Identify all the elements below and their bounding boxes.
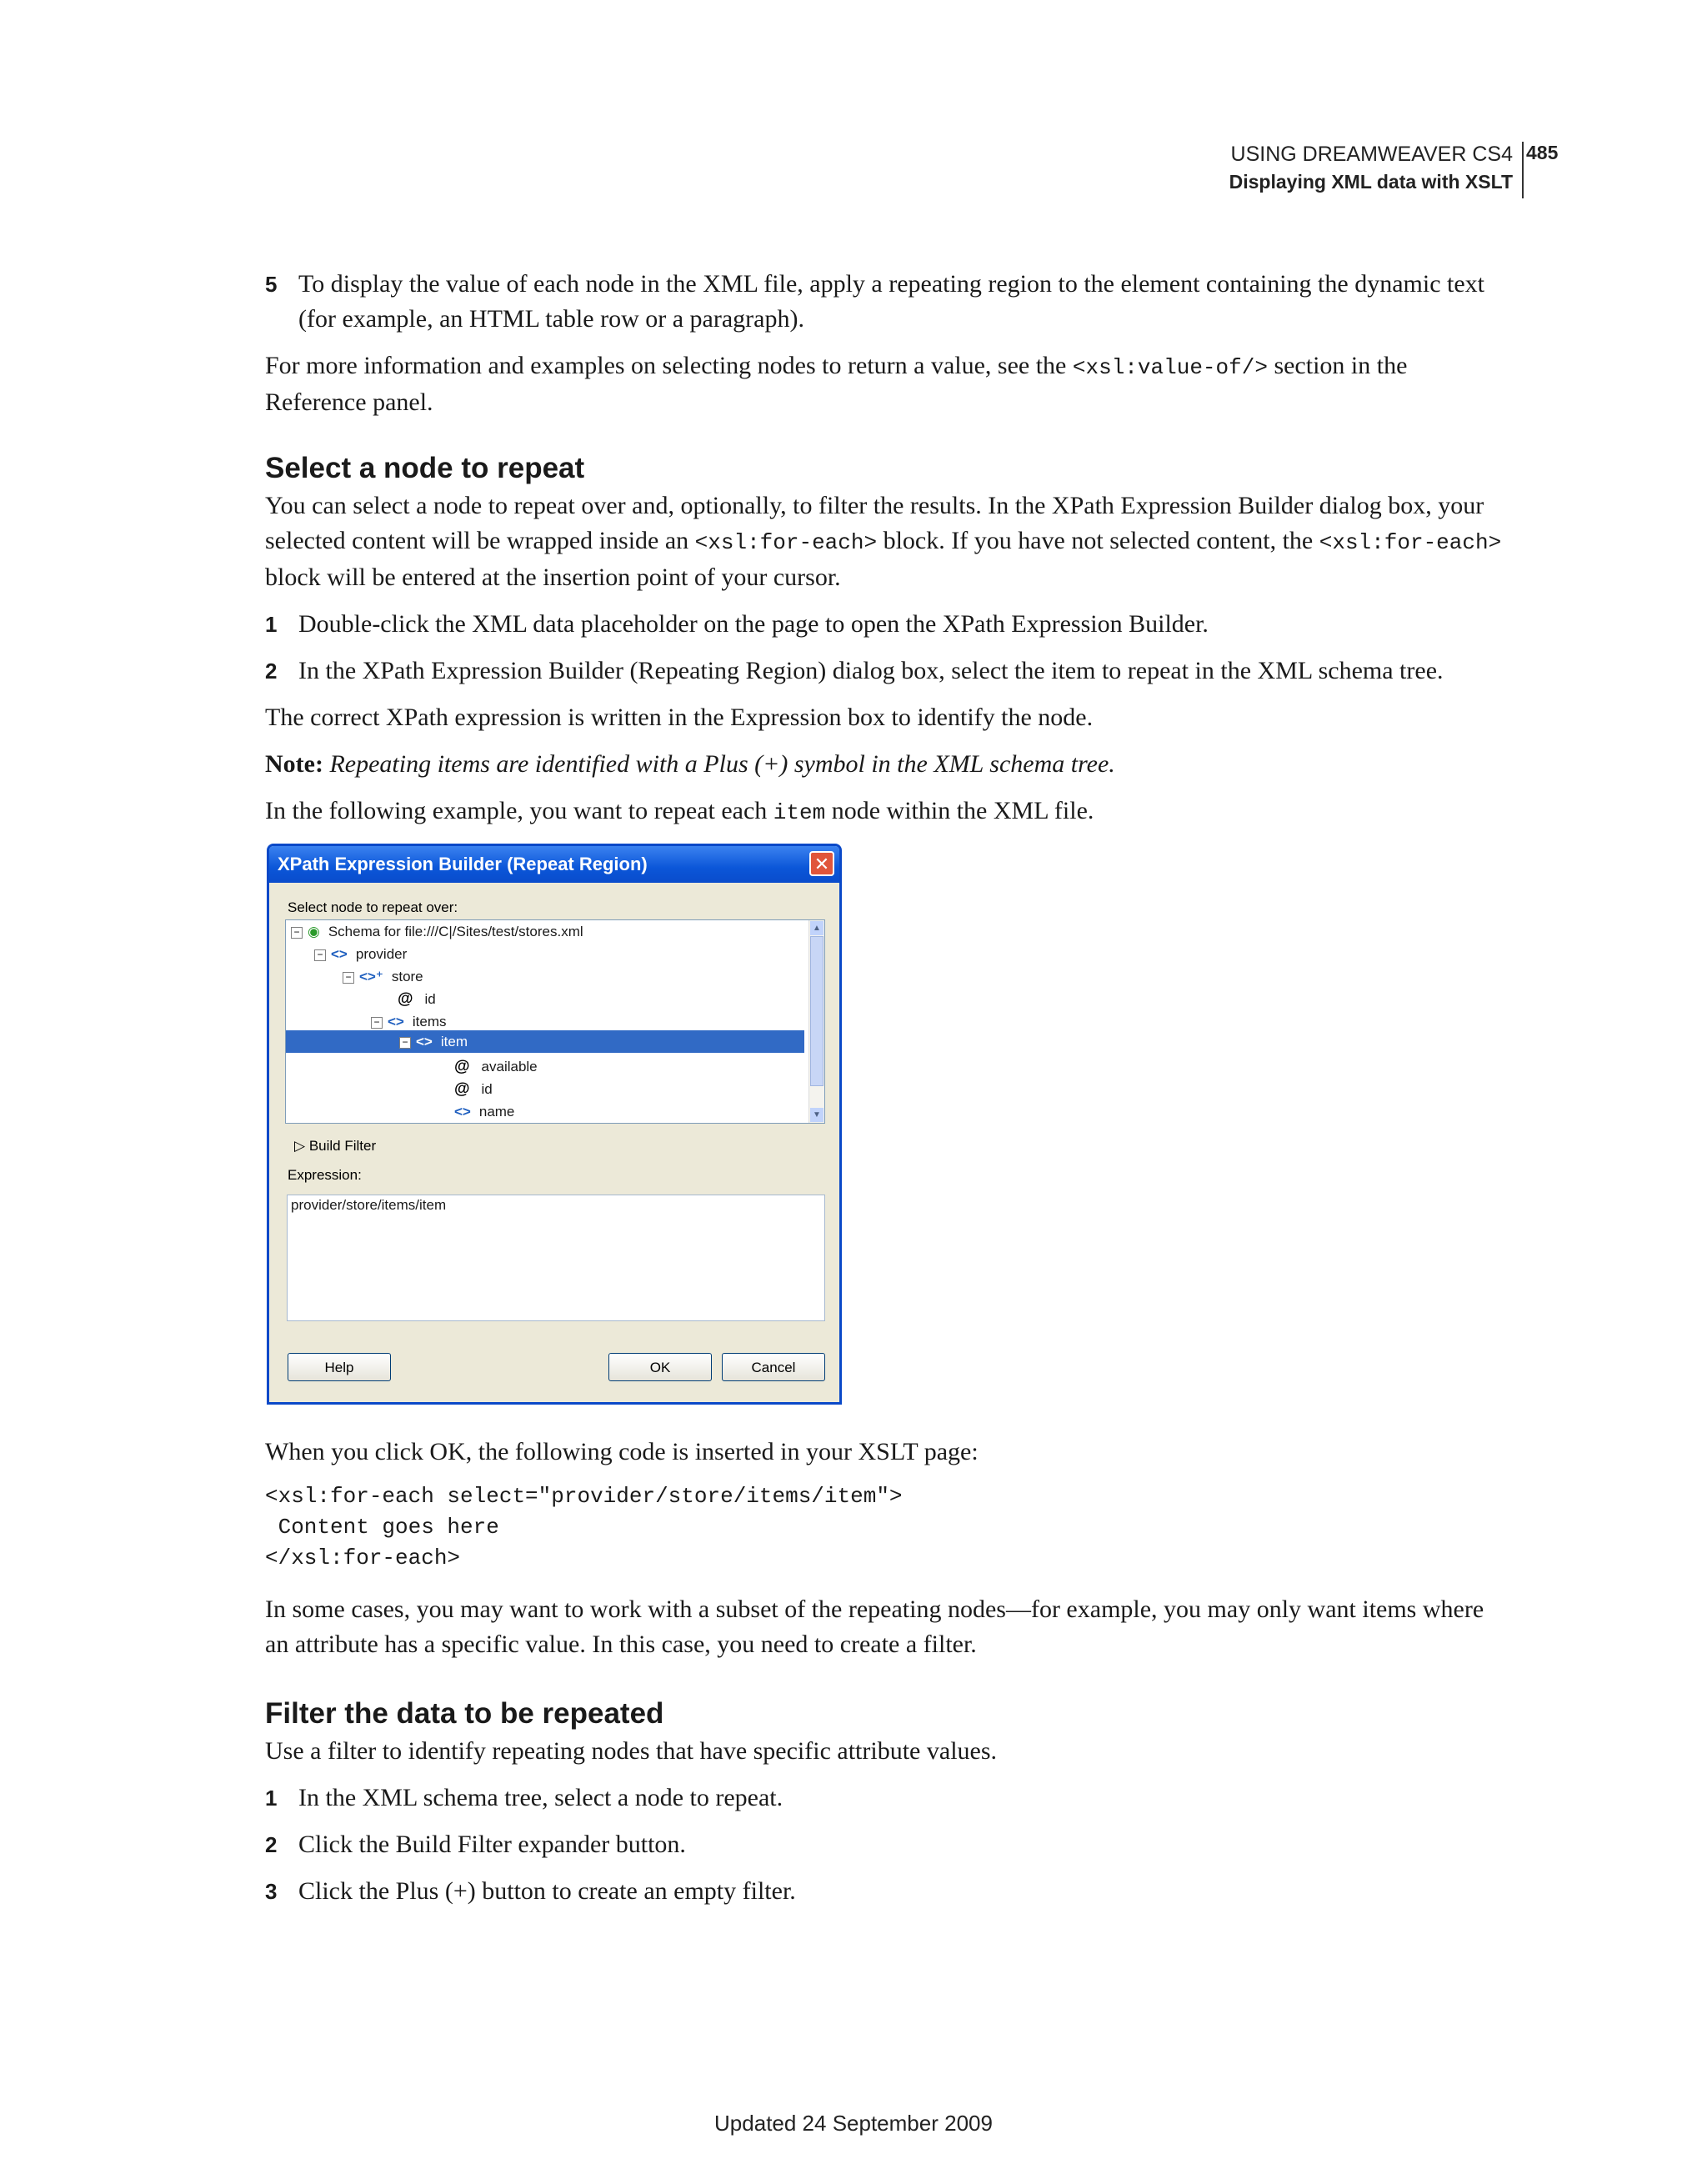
inline-code: item <box>773 800 826 825</box>
text: You can select a node to repeat over and, optionally, to filter the results. In the XPath Expression Builder dialog box, your selected content will be wrapped inside an <box>265 492 1484 554</box>
running-header <box>1229 140 1513 196</box>
text: block. If you have not selected content, the <box>877 527 1319 554</box>
filter-step-2 <box>265 1827 1507 1862</box>
tree-node-store-id[interactable] <box>398 988 436 1010</box>
tree-node-available[interactable] <box>454 1055 538 1078</box>
attribute-icon: @ <box>454 1058 470 1075</box>
tree-node-item-id[interactable] <box>454 1078 493 1100</box>
tree-node-name[interactable] <box>454 1100 514 1123</box>
code-line: <xsl:for-each select="provider/store/items/item"> <box>265 1484 903 1509</box>
page-content <box>265 267 1507 1921</box>
tree-scrollbar[interactable] <box>808 920 824 1123</box>
header-subtitle: Displaying XML data with XSLT <box>1229 171 1513 193</box>
inline-code: <xsl:for-each> <box>1319 530 1502 555</box>
dialog-titlebar: XPath Expression Builder (Repeat Region) <box>269 846 839 883</box>
tree-node-label: id <box>424 991 436 1007</box>
xpath-dialog <box>267 844 842 1405</box>
inline-code: <xsl:for-each> <box>694 530 878 555</box>
element-icon: <> <box>331 946 348 962</box>
note-text: Repeating items are identified with a Plus (+) symbol in the XML schema tree. <box>323 750 1115 778</box>
cancel-button[interactable]: Cancel <box>722 1353 825 1381</box>
help-button[interactable]: Help <box>288 1353 391 1381</box>
tree-node-label: provider <box>355 946 408 962</box>
paragraph-expression: The correct XPath expression is written in the Expression box to identify the node. <box>265 704 1094 731</box>
step-text: In the XPath Expression Builder (Repeating Region) dialog box, select the item to repeat in the XML schema tree. <box>298 657 1444 684</box>
tree-node-provider[interactable] <box>314 943 407 965</box>
expression-value: provider/store/items/item <box>291 1197 447 1213</box>
collapse-icon[interactable]: − <box>399 1037 411 1049</box>
paragraph-after-dialog: When you click OK, the following code is inserted in your XSLT page: <box>265 1438 979 1465</box>
text: For more information and examples on selecting nodes to return a value, see the <box>265 352 1073 379</box>
close-icon[interactable]: ✕ <box>809 851 834 876</box>
step-number: 1 <box>265 612 278 637</box>
paragraph-subset: In some cases, you may want to work with a subset of the repeating nodes—for example, you may only want items where an attribute has a specific value. In this case, you need to create a filter. <box>265 1595 1484 1658</box>
text: In the following example, you want to repeat each <box>265 797 773 824</box>
tree-node-label: available <box>481 1059 538 1074</box>
header-title: USING DREAMWEAVER CS4 <box>1230 143 1513 166</box>
text: section in the Reference panel. <box>265 352 1408 416</box>
ok-button[interactable]: OK <box>608 1353 712 1381</box>
repeating-element-icon: <> <box>416 1034 433 1049</box>
tree-label: Select node to repeat over: <box>288 899 458 915</box>
section-heading-select-node: Select a node to repeat <box>265 452 585 484</box>
step-5 <box>265 267 1507 337</box>
attribute-icon: @ <box>454 1080 470 1098</box>
tree-node-store[interactable] <box>343 965 423 988</box>
attribute-icon: @ <box>398 990 413 1008</box>
repeating-element-icon: <>⁺ <box>359 969 383 984</box>
tree-node-schema[interactable] <box>291 920 583 943</box>
collapse-icon[interactable]: − <box>314 949 326 961</box>
step-text: Click the Build Filter expander button. <box>298 1831 686 1858</box>
collapse-icon[interactable]: − <box>371 1017 383 1029</box>
text: node within the XML file. <box>825 797 1094 824</box>
step-number: 5 <box>265 272 278 297</box>
inline-code: <xsl:value-of/> <box>1072 355 1268 380</box>
text: block will be entered at the insertion point of your cursor. <box>265 564 841 591</box>
step-number: 2 <box>265 659 278 684</box>
schema-tree[interactable] <box>285 919 825 1124</box>
tree-node-label: Schema for file:///C|/Sites/test/stores.xml <box>328 924 583 939</box>
step-text: Click the Plus (+) button to create an empty filter. <box>298 1877 796 1905</box>
collapse-icon[interactable]: − <box>343 972 354 984</box>
element-icon: <> <box>454 1104 471 1120</box>
tree-node-label: name <box>478 1104 515 1120</box>
tree-node-item[interactable] <box>399 1030 468 1053</box>
step-text: To display the value of each node in the XML file, apply a repeating region to the element containing the dynamic text (for example, an HTML table row or a paragraph). <box>298 270 1484 333</box>
step-text: Double-click the XML data placeholder on the page to open the XPath Expression Builder. <box>298 610 1209 638</box>
build-filter-expander[interactable] <box>294 1138 376 1155</box>
filter-step-1 <box>265 1781 1507 1816</box>
schema-icon: ◉ <box>308 924 320 939</box>
tree-node-label: id <box>481 1081 493 1097</box>
paragraph-example <box>265 794 1507 830</box>
collapse-icon[interactable]: − <box>291 927 303 939</box>
build-filter-label: Build Filter <box>308 1138 377 1154</box>
paragraph-filter-intro: Use a filter to identify repeating nodes that have specific attribute values. <box>265 1737 998 1765</box>
step-number: 2 <box>265 1832 278 1857</box>
step-number: 3 <box>265 1879 278 1904</box>
section-heading-filter: Filter the data to be repeated <box>265 1697 664 1730</box>
expression-label: Expression: <box>288 1167 362 1183</box>
tree-node-label: store <box>391 969 423 984</box>
paragraph-more-info <box>265 348 1507 420</box>
filter-step-3 <box>265 1874 1507 1909</box>
selected-row-highlight <box>286 1030 804 1053</box>
note <box>265 747 1507 782</box>
step-text: In the XML schema tree, select a node to repeat. <box>298 1784 783 1811</box>
tree-node-items[interactable] <box>371 1010 446 1033</box>
code-line: </xsl:for-each> <box>265 1545 461 1570</box>
expression-field[interactable] <box>287 1195 825 1321</box>
code-line: Content goes here <box>265 1515 499 1540</box>
tree-node-label: item <box>440 1034 468 1049</box>
note-label: Note: <box>265 750 323 778</box>
step-number: 1 <box>265 1786 278 1811</box>
tree-node-label: items <box>412 1014 447 1029</box>
step-1 <box>265 607 1507 642</box>
scroll-up-icon[interactable]: ▲ <box>810 921 823 935</box>
scroll-thumb[interactable] <box>810 936 823 1086</box>
header-divider <box>1522 142 1524 198</box>
page-number: 485 <box>1526 142 1559 163</box>
element-icon: <> <box>388 1014 404 1029</box>
triangle-right-icon: ▷ <box>294 1138 306 1154</box>
scroll-down-icon[interactable]: ▼ <box>810 1108 823 1122</box>
step-2 <box>265 654 1507 689</box>
paragraph-select-intro <box>265 488 1507 595</box>
page-footer: Updated 24 September 2009 <box>714 2111 993 2136</box>
code-block <box>265 1481 1507 1574</box>
